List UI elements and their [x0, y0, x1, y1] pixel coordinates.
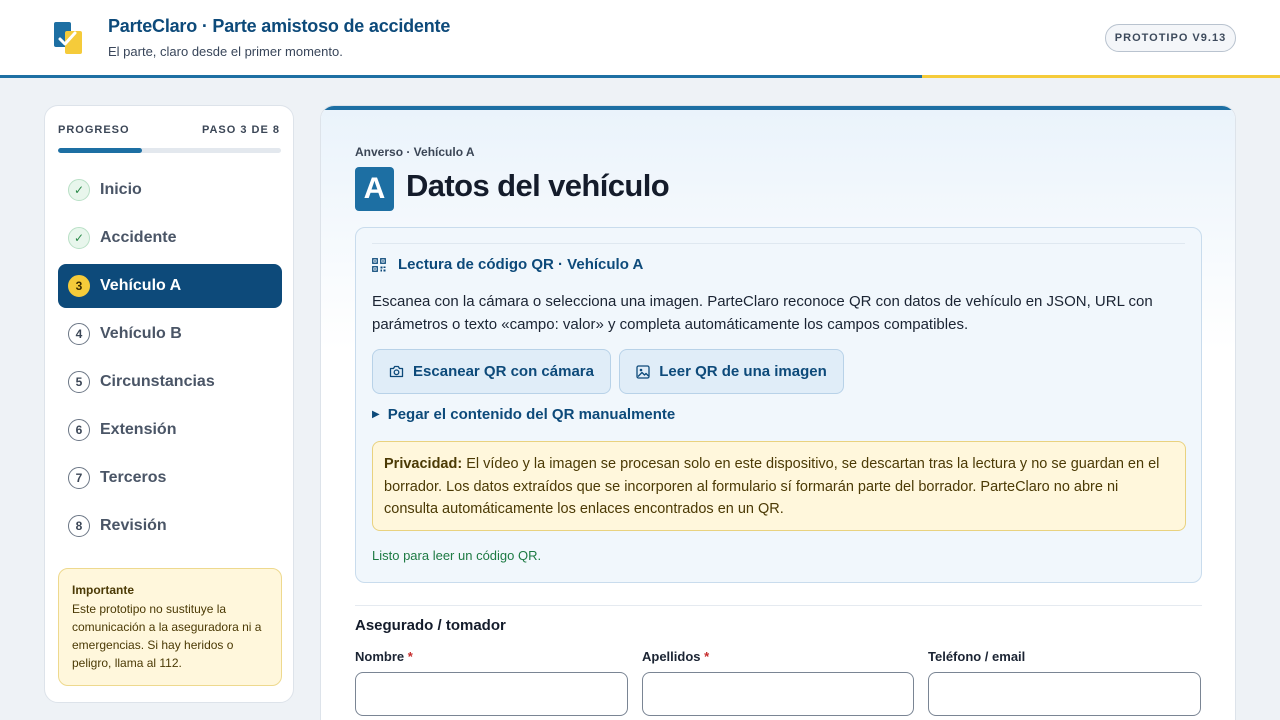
step-number-badge: 6 — [68, 419, 90, 441]
progress-bar — [58, 148, 281, 153]
read-qr-image-button[interactable] — [619, 349, 844, 394]
contacto-input[interactable] — [928, 672, 1201, 716]
privacy-notice — [372, 441, 1186, 531]
privacy-text: El vídeo y la imagen se procesan solo en este dispositivo, se descartan tras la lectura y no se guardan en el borrador. Los datos extraídos que se incorporen al formulario sí formarán parte del borrador. ParteClaro no abre ni consulta automáticamente los enlaces encontrados en un QR. — [384, 456, 1160, 517]
required-mark: * — [704, 649, 710, 664]
apellidos-input[interactable] — [642, 672, 914, 716]
disclosure-triangle-icon: ▶ — [372, 409, 380, 420]
step-revision[interactable] — [58, 504, 282, 548]
step-label: Extensión — [100, 421, 177, 438]
header-accent-yellow — [922, 75, 1280, 78]
step-nav — [58, 168, 282, 552]
qr-description: Escanea con la cámara o selecciona una imagen. ParteClaro reconoce QR con datos de vehículo en JSON, URL con parámetros o texto «campo: valor» y completa automáticamente los campos compatibles. — [372, 293, 1153, 333]
step-number-badge: 5 — [68, 371, 90, 393]
app-header — [0, 0, 1280, 78]
step-label: Accidente — [100, 229, 177, 246]
app-subtitle: El parte, claro desde el primer momento. — [108, 44, 343, 59]
section-title-asegurado: Asegurado / tomador — [355, 617, 506, 634]
progress-label: PROGRESO — [58, 124, 130, 136]
step-label: Vehículo A — [100, 277, 182, 294]
qr-panel-title: Lectura de código QR · Vehículo A — [398, 256, 644, 273]
required-mark: * — [407, 649, 413, 664]
app-title: ParteClaro · Parte amistoso de accidente — [108, 16, 451, 36]
vehicle-form-card — [320, 105, 1236, 720]
read-qr-image-label: Leer QR de una imagen — [659, 363, 827, 380]
divider — [372, 243, 1185, 244]
apellidos-label: Apellidos * — [642, 649, 710, 664]
step-label: Revisión — [100, 517, 167, 534]
step-extension[interactable] — [58, 408, 282, 452]
step-vehiculo-b[interactable] — [58, 312, 282, 356]
parteclaro-logo-icon — [54, 22, 84, 54]
step-label: Inicio — [100, 181, 142, 198]
step-circunstancias[interactable] — [58, 360, 282, 404]
step-terceros[interactable] — [58, 456, 282, 500]
step-label: Vehículo B — [100, 325, 182, 342]
step-number-badge: 3 — [68, 275, 90, 297]
scan-qr-camera-label: Escanear QR con cámara — [413, 363, 594, 380]
qr-status: Listo para leer un código QR. — [372, 548, 542, 563]
notice-text: Este prototipo no sustituye la comunicación a la aseguradora ni a emergencias. Si hay heridos o peligro, llama al 112. — [72, 602, 262, 670]
camera-icon — [389, 365, 404, 378]
scan-qr-camera-button[interactable] — [372, 349, 611, 394]
manual-qr-toggle[interactable] — [372, 406, 675, 423]
progress-step: PASO 3 DE 8 — [201, 124, 280, 136]
version-badge: PROTOTIPO V9.13 — [1105, 24, 1236, 52]
notice-title: Importante — [72, 583, 135, 597]
step-vehiculo-a[interactable] — [58, 264, 282, 308]
qr-reader-panel — [355, 227, 1202, 583]
nombre-label: Nombre * — [355, 649, 413, 664]
page-title: Datos del vehículo — [406, 168, 670, 203]
step-number-badge: 7 — [68, 467, 90, 489]
qr-code-icon — [372, 258, 386, 272]
image-icon — [636, 365, 650, 379]
progress-sidebar — [44, 105, 294, 703]
important-notice — [58, 568, 282, 686]
check-icon: ✓ — [68, 179, 90, 201]
step-label: Circunstancias — [100, 373, 215, 390]
check-icon: ✓ — [68, 227, 90, 249]
breadcrumb: Anverso · Vehículo A — [355, 145, 475, 159]
manual-qr-label: Pegar el contenido del QR manualmente — [387, 406, 676, 423]
step-number-badge: 8 — [68, 515, 90, 537]
section-divider — [355, 605, 1202, 606]
contacto-label: Teléfono / email — [928, 649, 1026, 664]
nombre-input[interactable] — [355, 672, 628, 716]
privacy-label: Privacidad: — [384, 456, 463, 472]
header-accent-blue — [0, 75, 922, 78]
vehicle-letter-badge: A — [355, 167, 394, 211]
step-accidente[interactable] — [58, 216, 282, 260]
step-inicio[interactable] — [58, 168, 282, 212]
step-label: Terceros — [100, 469, 167, 486]
progress-bar-fill — [58, 148, 142, 153]
step-number-badge: 4 — [68, 323, 90, 345]
